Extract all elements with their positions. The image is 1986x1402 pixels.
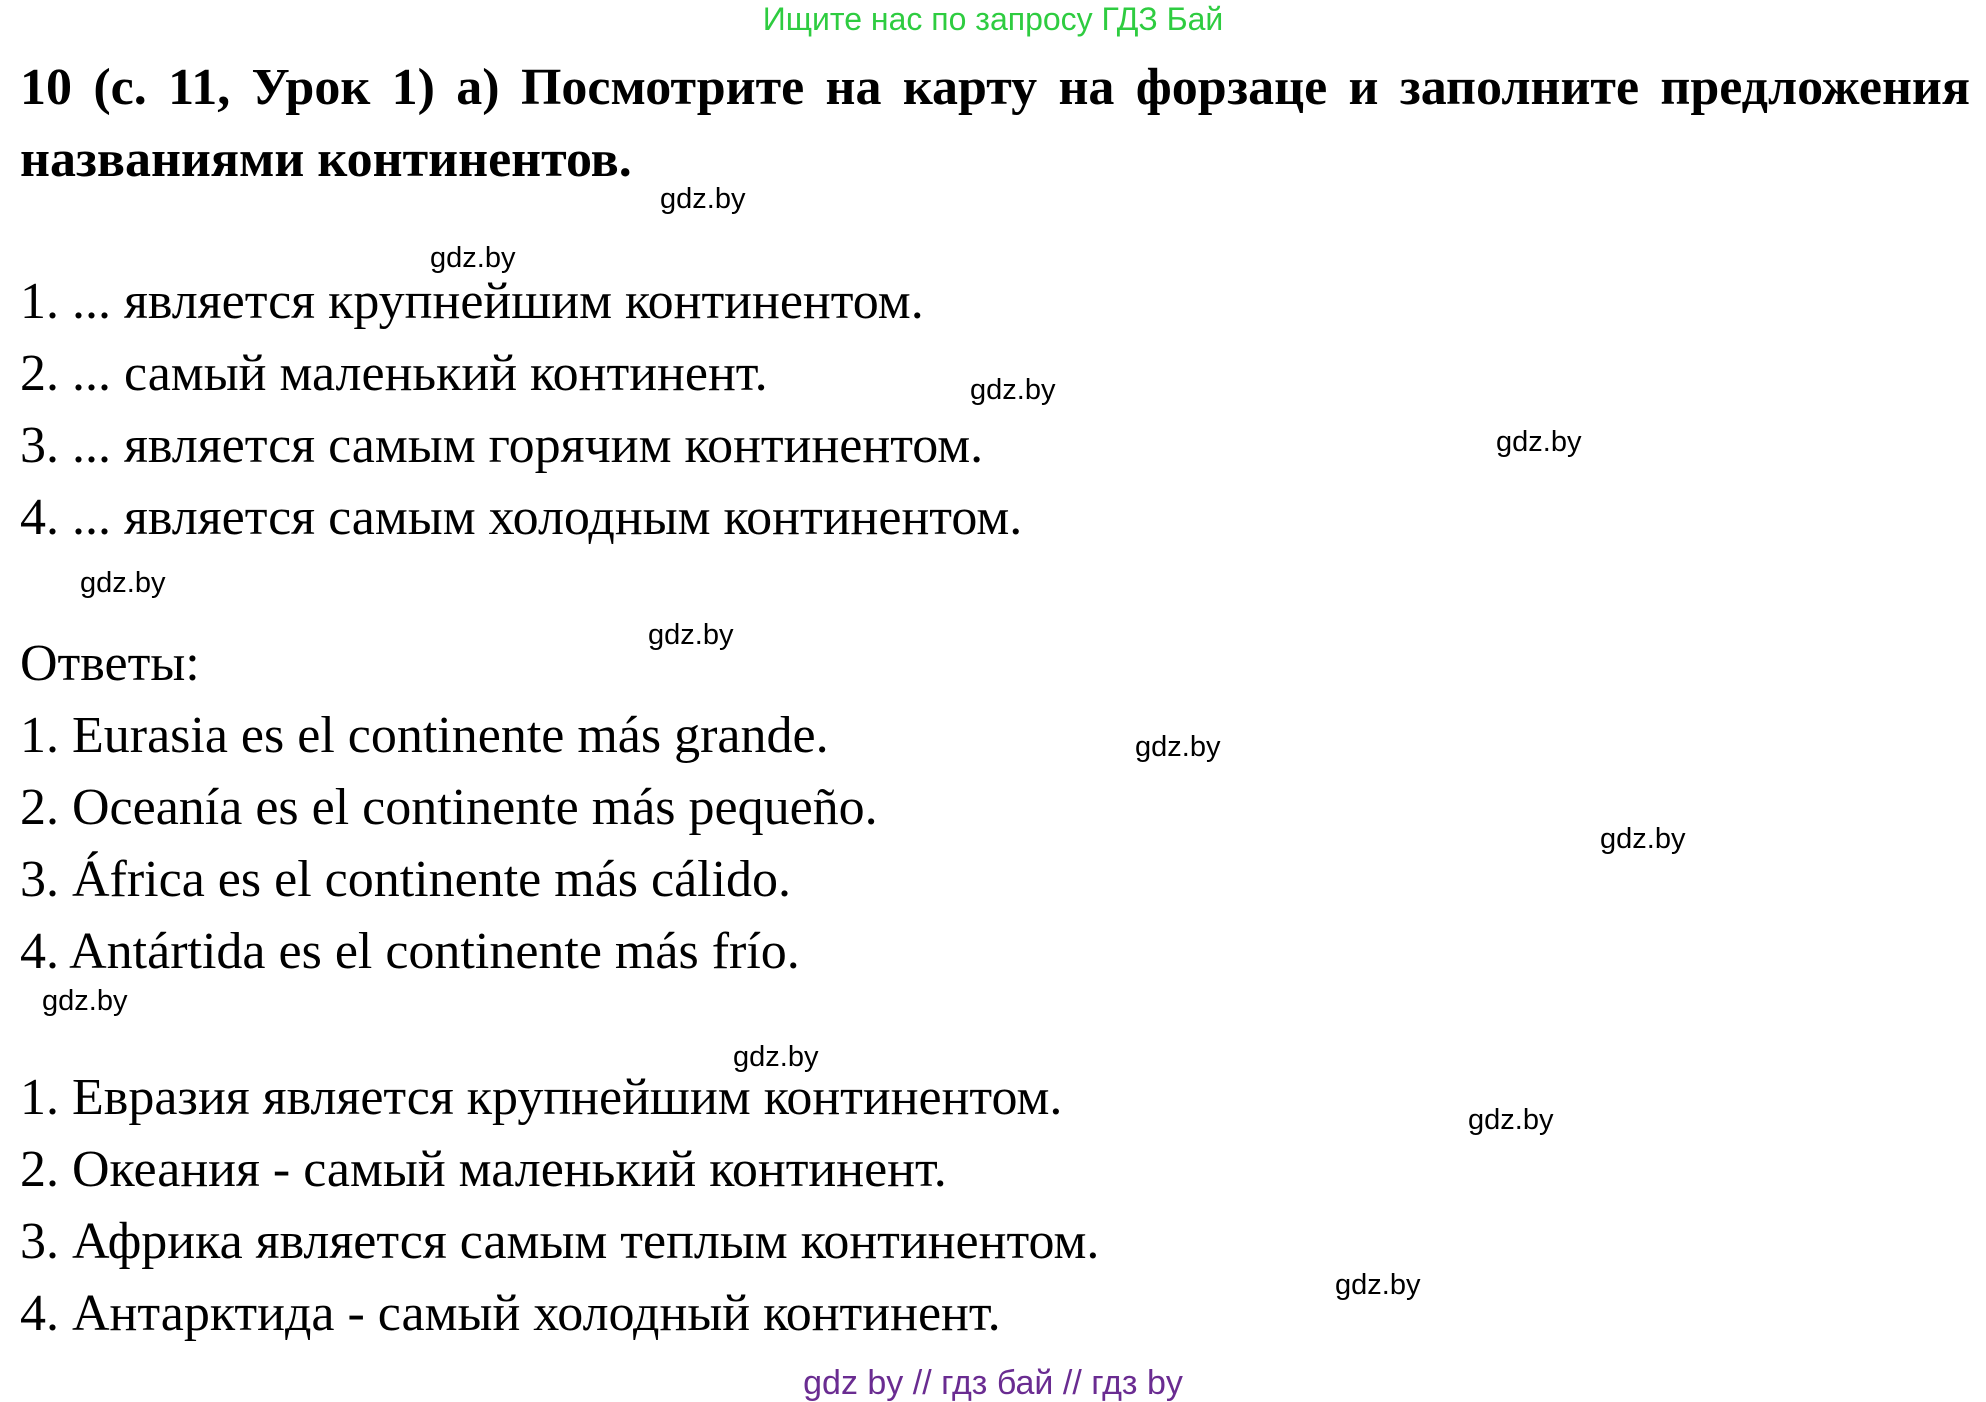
watermark: gdz.by (1496, 426, 1582, 458)
watermark: gdz.by (733, 1041, 819, 1073)
top-banner: Ищите нас по запросу ГДЗ Бай (762, 1, 1224, 37)
answer-ru-3: 3. Африка является самым теплым континентом. (20, 1213, 1100, 1270)
question-2: 2. ... самый маленький континент. (20, 345, 768, 402)
question-3: 3. ... является самым горячим континентом. (20, 417, 984, 474)
watermark: gdz.by (80, 567, 166, 599)
watermark: gdz.by (42, 985, 128, 1017)
watermark: gdz.by (1335, 1269, 1421, 1301)
answer-es-2: 2. Oceanía es el continente más pequeño. (20, 779, 878, 836)
footer-links: gdz by // гдз бай // гдз by (803, 1364, 1183, 1402)
question-4: 4. ... является самым холодным континентом. (20, 489, 1023, 546)
answer-es-3: 3. África es el continente más cálido. (20, 851, 792, 908)
watermark: gdz.by (1468, 1104, 1554, 1136)
answer-es-1: 1. Eurasia es el continente más grande. (20, 707, 829, 764)
watermark: gdz.by (430, 242, 516, 274)
watermark: gdz.by (970, 374, 1056, 406)
answer-ru-2: 2. Океания - самый маленький континент. (20, 1141, 947, 1198)
answer-ru-1: 1. Евразия является крупнейшим континентом. (20, 1069, 1063, 1126)
watermark: gdz.by (648, 619, 734, 651)
watermark: gdz.by (1600, 823, 1686, 855)
answer-ru-4: 4. Антарктида - самый холодный континент. (20, 1285, 1001, 1342)
answer-es-4: 4. Antártida es el continente más frío. (20, 923, 800, 980)
question-1: 1. ... является крупнейшим континентом. (20, 273, 924, 330)
watermark: gdz.by (660, 183, 746, 215)
task-title: 10 (с. 11, Урок 1) а) Посмотрите на карту на форзаце и заполните предложения названиями континентов. (20, 59, 1970, 188)
watermark: gdz.by (1135, 731, 1221, 763)
answers-heading: Ответы: (20, 635, 200, 692)
